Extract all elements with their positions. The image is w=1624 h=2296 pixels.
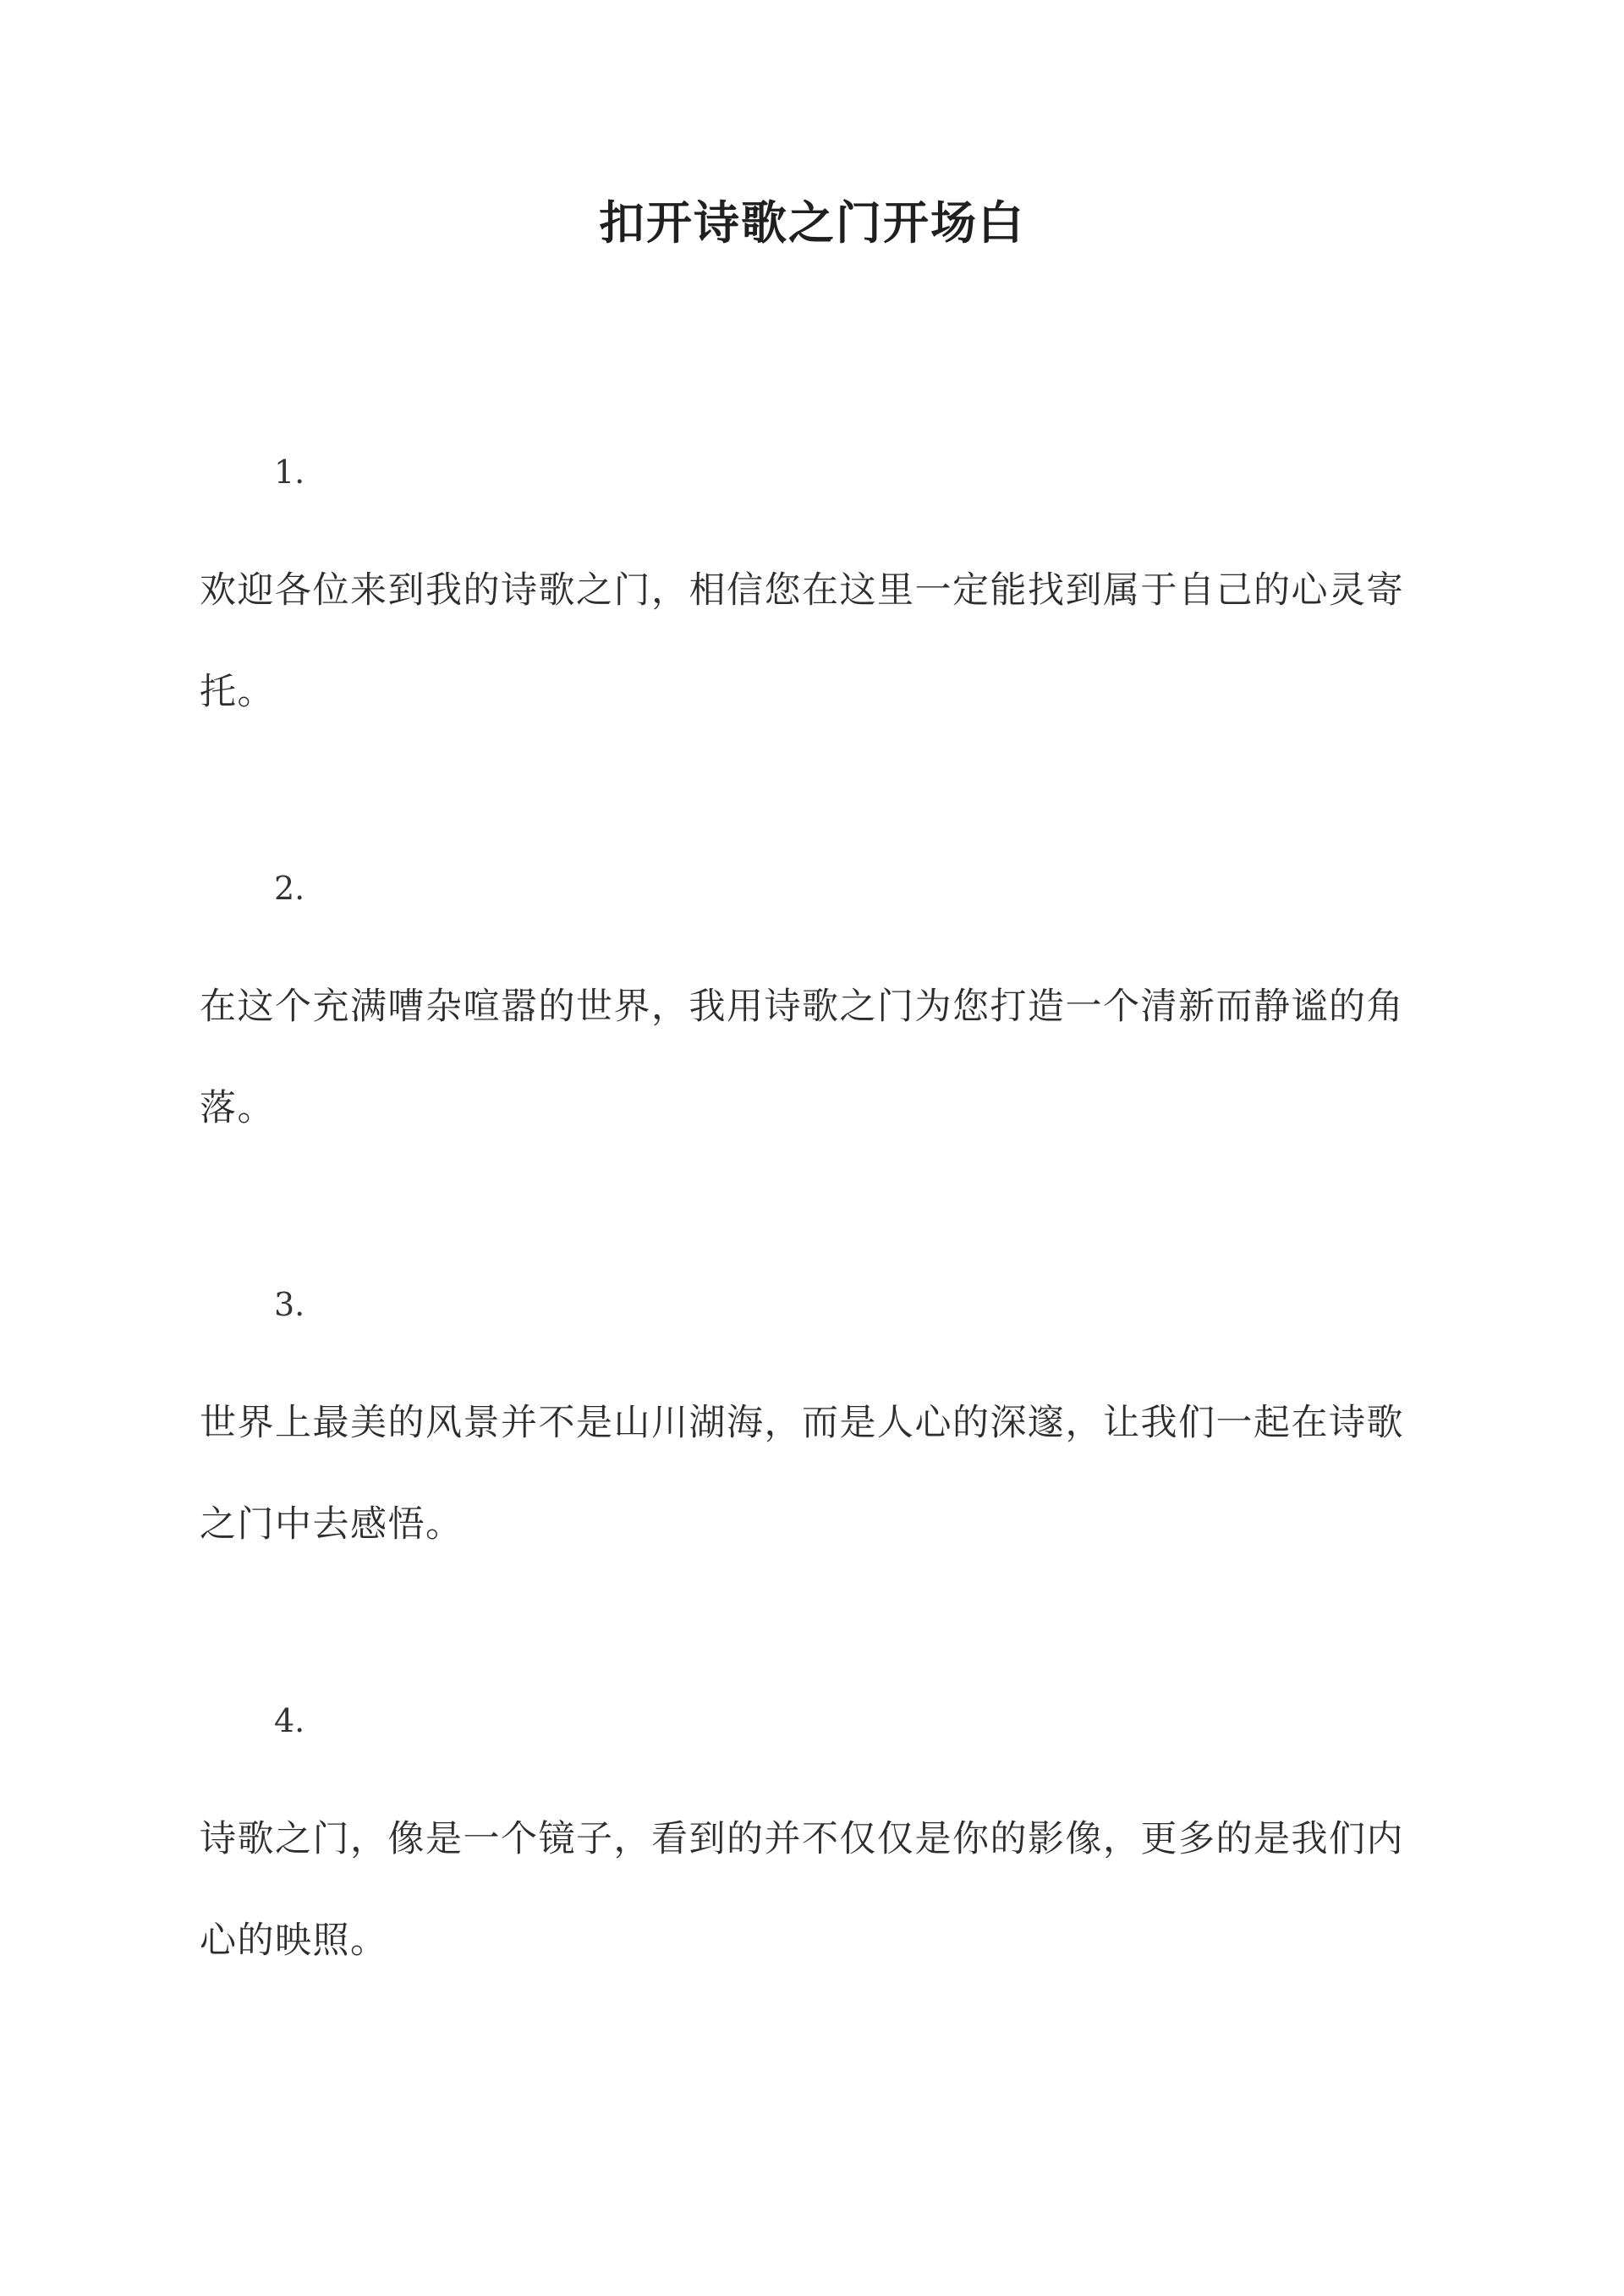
item-number: 4.	[274, 1702, 305, 1739]
item-text: 诗歌之门，像是一个镜子，看到的并不仅仅是你的影像，更多的是我们内心的映照。	[200, 1818, 1404, 1962]
item-text: 世界上最美的风景并不是山川湖海，而是人心的深邃，让我们一起在诗歌之门中去感悟。	[200, 1402, 1404, 1546]
item-number: 2.	[274, 870, 305, 907]
page-title: 扣开诗歌之门开场白	[599, 195, 1025, 250]
item-text: 欢迎各位来到我的诗歌之门，相信您在这里一定能找到属于自己的心灵寄托。	[200, 569, 1404, 713]
item-text: 在这个充满嘈杂喧嚣的世界，我用诗歌之门为您打造一个清新而静谧的角落。	[200, 986, 1404, 1129]
item-number: 1.	[274, 453, 305, 491]
item-number: 3.	[274, 1286, 305, 1323]
